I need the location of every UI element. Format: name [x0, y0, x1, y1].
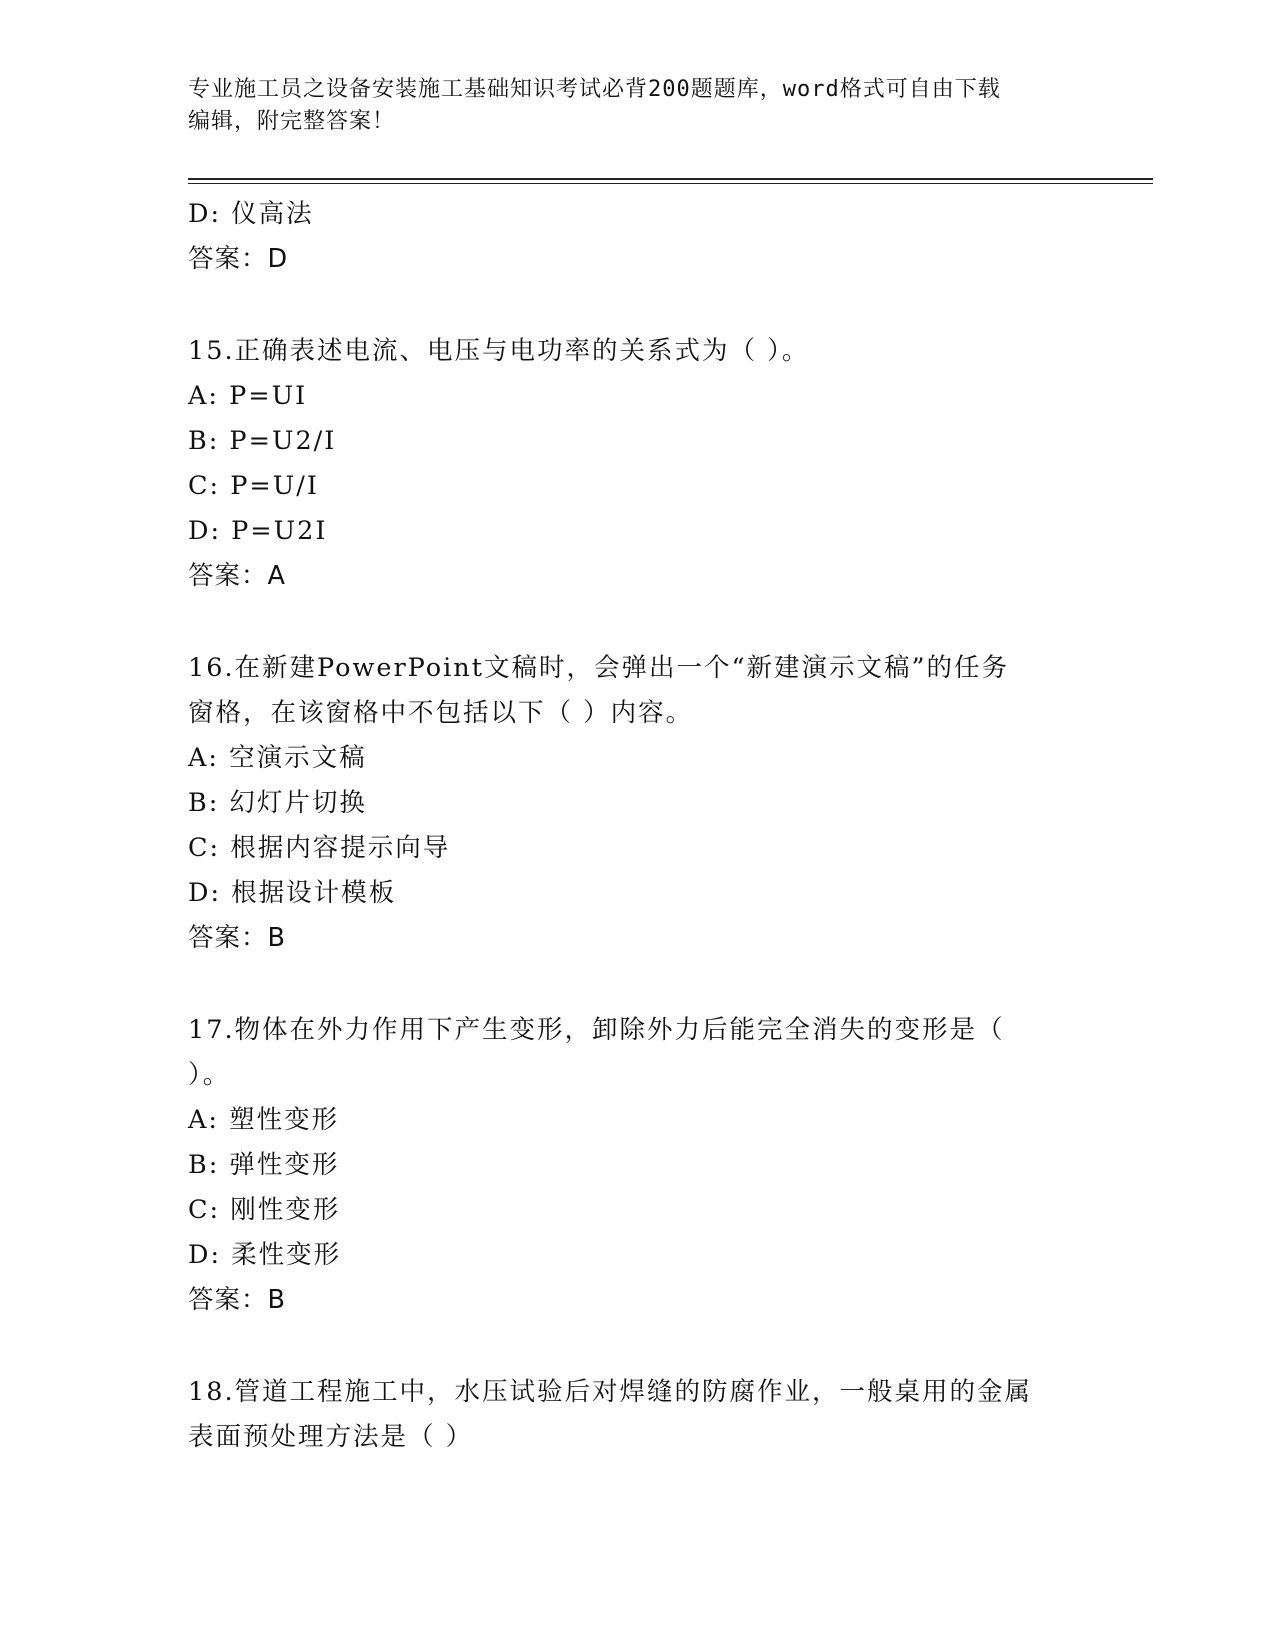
option-b: B: 幻灯片切换 [188, 788, 367, 818]
answer: 答案：B [188, 923, 286, 953]
option-a: A: P=UI [188, 381, 308, 411]
spacer [188, 282, 1088, 329]
question-stem-cont: 表面预处理方法是（ ） [188, 1422, 474, 1452]
option-b: B: P=U2/I [188, 426, 337, 456]
header-line-1: 专业施工员之设备安装施工基础知识考试必背200题题库，word格式可自由下载 [188, 77, 1001, 102]
option-c: C: 根据内容提示向导 [188, 833, 451, 863]
document-header [188, 74, 1068, 138]
option-c: C: 刚性变形 [188, 1195, 341, 1225]
header-divider [188, 178, 1153, 180]
option-d: D: 根据设计模板 [188, 878, 397, 908]
question-list [188, 192, 1088, 1460]
option-d: D: P=U2I [188, 516, 328, 546]
spacer [188, 599, 1088, 646]
question-stem: 16.在新建PowerPoint文稿时，会弹出一个“新建演示文稿”的任务 [188, 653, 1010, 683]
question-stem-cont: 窗格，在该窗格中不包括以下（ ）内容。 [188, 698, 694, 728]
prev-answer: 答案：D [188, 244, 289, 274]
spacer [188, 961, 1088, 1008]
header-divider-thin [188, 183, 1153, 184]
prev-option-d: D: 仪高法 [188, 199, 314, 229]
answer: 答案：A [188, 561, 286, 591]
option-b: B: 弹性变形 [188, 1150, 340, 1180]
header-line-2: 编辑，附完整答案！ [188, 109, 396, 134]
option-d: D: 柔性变形 [188, 1240, 342, 1270]
answer: 答案：B [188, 1285, 286, 1315]
spacer [188, 1323, 1088, 1370]
option-a: A: 空演示文稿 [188, 743, 367, 773]
option-c: C: P=U/I [188, 471, 319, 501]
option-a: A: 塑性变形 [188, 1105, 340, 1135]
question-stem: 15.正确表述电流、电压与电功率的关系式为（ ）。 [188, 336, 810, 366]
question-stem-cont: ）。 [188, 1060, 231, 1090]
question-stem: 17.物体在外力作用下产生变形，卸除外力后能完全消失的变形是（ [188, 1015, 1005, 1045]
question-stem: 18.管道工程施工中，水压试验后对焊缝的防腐作业，一般桌用的金属 [188, 1377, 1033, 1407]
